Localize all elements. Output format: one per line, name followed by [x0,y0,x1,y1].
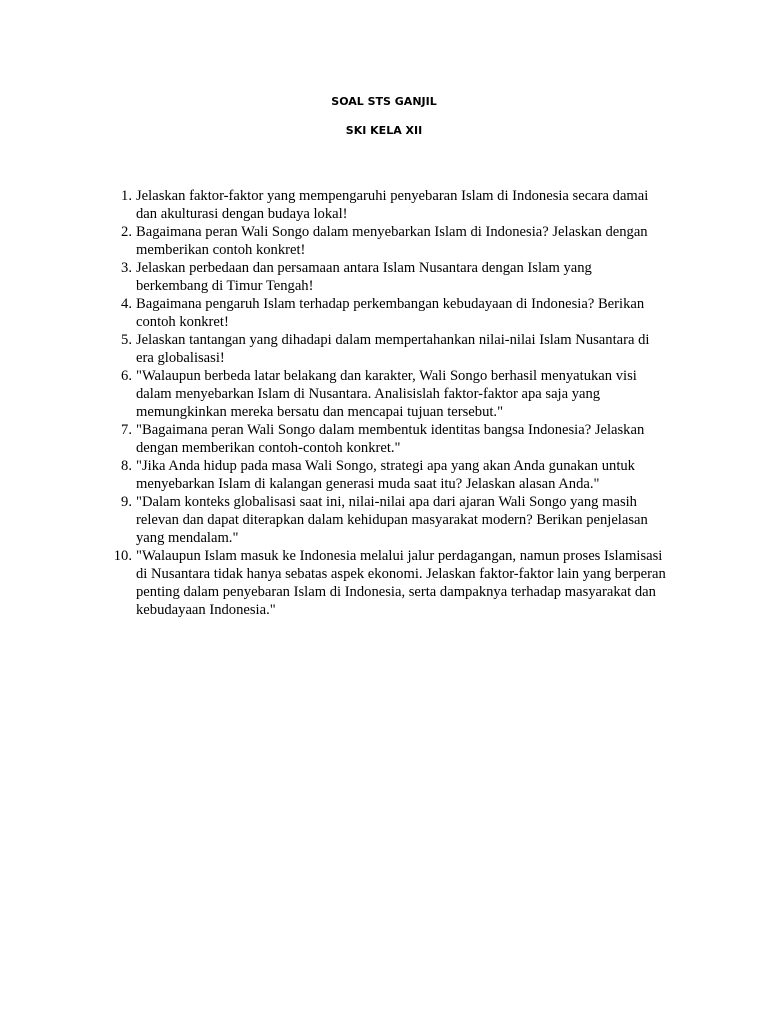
question-item [106,547,666,619]
document-title: SOAL STS GANJIL [331,95,437,108]
question-text: Jelaskan tantangan yang dihadapi dalam mempertahankan nilai-nilai Islam Nusantara di era globalisasi! [136,332,650,366]
question-item [106,187,666,223]
question-item [106,457,666,493]
question-text: Bagaimana peran Wali Songo dalam menyebarkan Islam di Indonesia? Jelaskan dengan memberikan contoh konkret! [136,224,648,258]
question-item [106,223,666,259]
question-item [106,259,666,295]
question-text: "Dalam konteks globalisasi saat ini, nilai-nilai apa dari ajaran Wali Songo yang masih relevan dan dapat diterapkan dalam kehidupan masyarakat modern? Berikan penjelasan yang mendalam." [136,494,648,546]
question-text: Jelaskan faktor-faktor yang mempengaruhi penyebaran Islam di Indonesia secara damai dan akulturasi dengan budaya lokal! [136,188,649,222]
question-text: Jelaskan perbedaan dan persamaan antara Islam Nusantara dengan Islam yang berkembang di Timur Tengah! [136,260,592,294]
question-number: 1. [121,188,132,204]
question-number: 3. [121,260,132,276]
question-text: "Jika Anda hidup pada masa Wali Songo, strategi apa yang akan Anda gunakan untuk menyebarkan Islam di kalangan generasi muda saat itu? Jelaskan alasan Anda." [136,458,635,492]
question-number: 8. [121,458,132,474]
question-text: "Bagaimana peran Wali Songo dalam membentuk identitas bangsa Indonesia? Jelaskan dengan memberikan contoh-contoh konkret." [136,422,645,456]
question-number: 5. [121,332,132,348]
question-number: 2. [121,224,132,240]
question-text: "Walaupun berbeda latar belakang dan karakter, Wali Songo berhasil menyatukan visi dalam menyebarkan Islam di Nusantara. Analisislah faktor-faktor apa saja yang memungkinkan mereka bersatu dan mencapai tujuan tersebut." [136,368,637,420]
question-item [106,367,666,421]
question-number: 10. [113,548,132,564]
document-subtitle: SKI KELA XII [345,124,423,137]
question-text: Bagaimana pengaruh Islam terhadap perkembangan kebudayaan di Indonesia? Berikan contoh konkret! [136,296,645,330]
question-text: "Walaupun Islam masuk ke Indonesia melalui jalur perdagangan, namun proses Islamisasi di Nusantara tidak hanya sebatas aspek ekonomi. Jelaskan faktor-faktor lain yang berperan penting dalam penyebaran Islam di Indonesia, serta dampaknya terhadap masyarakat dan kebudayaan Indonesia." [136,548,666,618]
question-number: 9. [121,494,132,510]
question-number: 7. [121,422,132,438]
question-item [106,493,666,547]
question-item [106,421,666,457]
question-number: 4. [121,296,132,312]
question-list [106,187,666,619]
question-item [106,295,666,331]
question-number: 6. [121,368,132,384]
question-item [106,331,666,367]
